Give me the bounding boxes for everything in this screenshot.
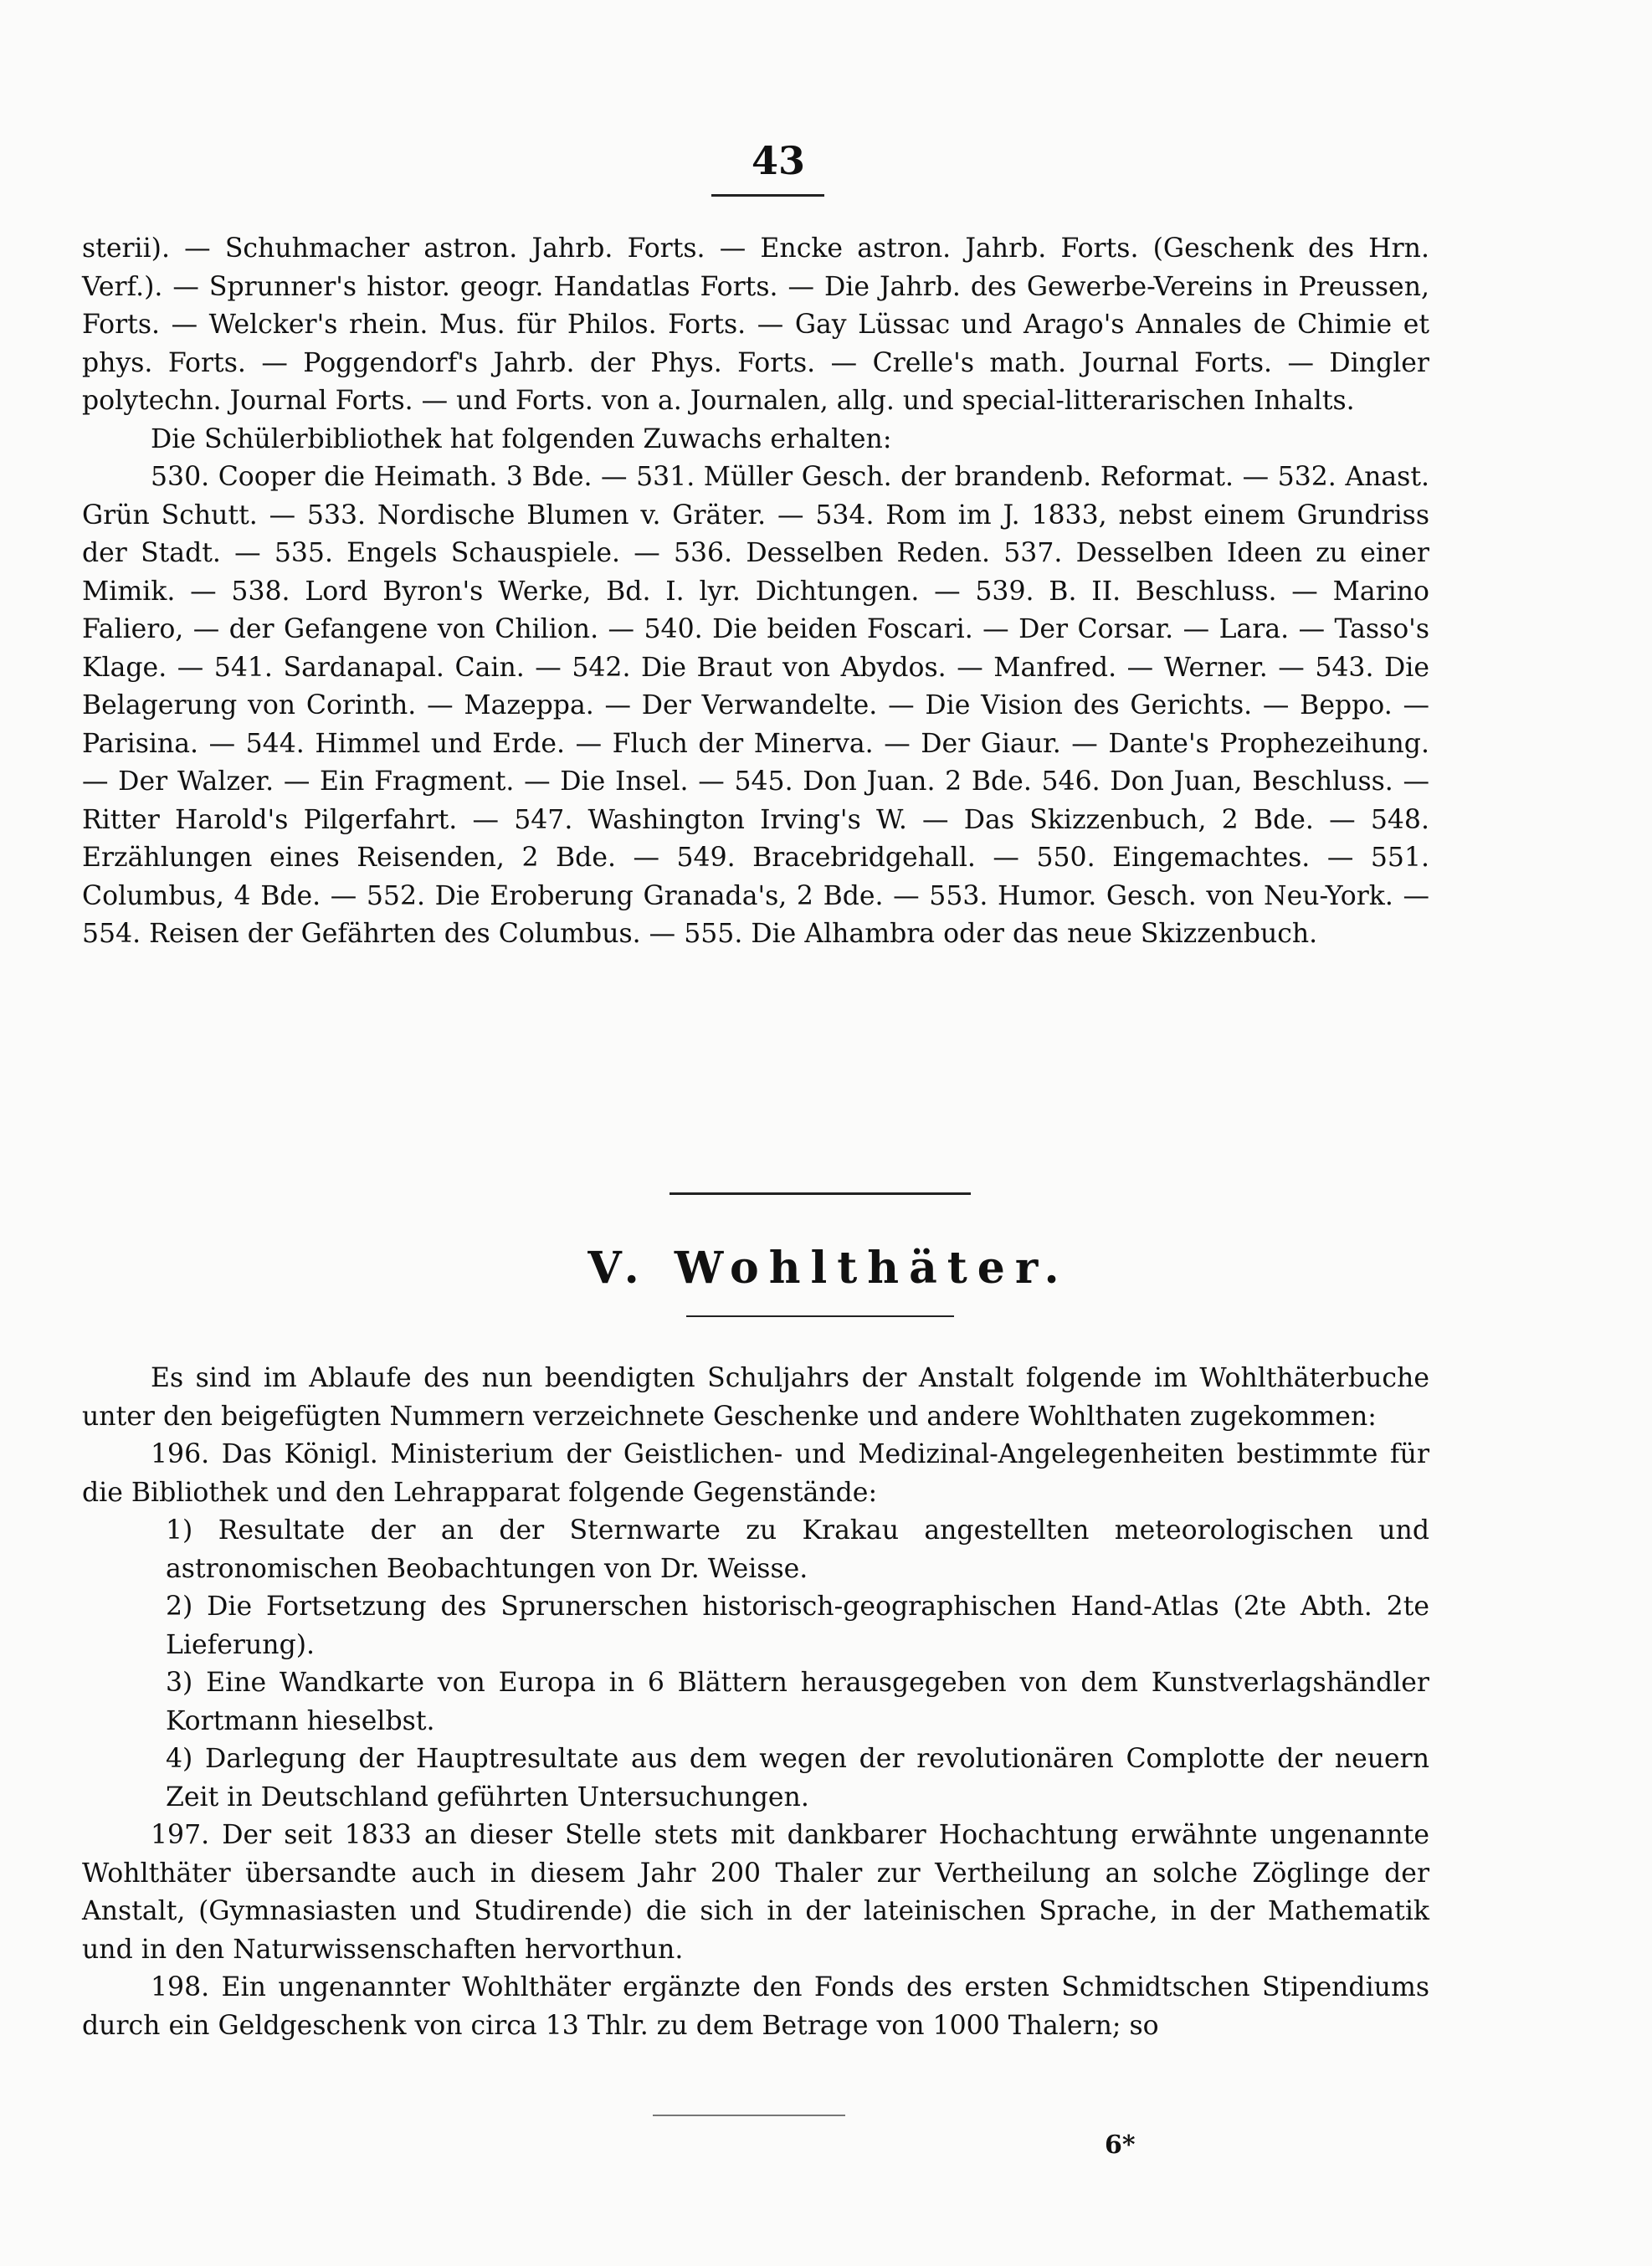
entry-196-list-item: 2) Die Fortsetzung des Sprunerschen historisch-geographischen Hand-Atlas (2te Abth. 2te Lieferung).: [166, 1592, 1429, 1660]
journal-continuation-paragraph: sterii). — Schuhmacher astron. Jahrb. Forts. — Encke astron. Jahrb. Forts. (Geschenk des Hrn. Verf.). — Sprunner's histor. geogr. Handatlas Forts. — Die Jahrb. des Gewerbe-Vereins in Preussen, Forts. — Welcker's rhein. Mus. für Philos. Forts. — Gay Lüssac und Arago's Annales de Chimie et phys. Forts. — Poggendorf's Jahrb. der Phys. Forts. — Crelle's math. Journal Forts. — Dingler polytechn. Journal Forts. — und Forts. von a. Journalen, allg. und special-litterarischen Inhalts.: [82, 233, 1429, 416]
section-divider-bottom: [686, 1315, 954, 1317]
page-number-rule: [711, 194, 824, 197]
benefactors-intro: Es sind im Ablaufe des nun beendigten Schuljahrs der Anstalt folgende im Wohlthäterbuche unter den beigefügten Nummern verzeichnete Geschenke und andere Wohlthaten zugekommen:: [82, 1363, 1429, 1432]
student-library-intro: Die Schülerbibliothek hat folgenden Zuwachs erhalten:: [151, 423, 892, 454]
entry-196-list-item: 4) Darlegung der Hauptresultate aus dem wegen der revolutionären Complotte der neuern Zeit in Deutschland geführten Untersuchungen.: [166, 1744, 1429, 1812]
entry-196-list-item: 1) Resultate der an der Sternwarte zu Krakau angestellten meteorologischen und astronomischen Beobachtungen von Dr. Weisse.: [166, 1515, 1429, 1584]
entry-196: 196. Das Königl. Ministerium der Geistlichen- und Medizinal-Angelegenheiten bestimmte für die Bibliothek und den Lehrapparat folgende Gegenstände:: [82, 1439, 1429, 1508]
student-library-list: 530. Cooper die Heimath. 3 Bde. — 531. Müller Gesch. der brandenb. Reformat. — 532. Anast. Grün Schutt. — 533. Nordische Blumen v. Gräter. — 534. Rom im J. 1833, nebst einem Grundriss der Stadt. — 535. Engels Schauspiele. — 536. Desselben Reden. 537. Desselben Ideen zu einer Mimik. — 538. Lord Byron's Werke, Bd. I. lyr. Dichtungen. — 539. B. II. Beschluss. — Marino Faliero, — der Gefangene von Chilion. — 540. Die beiden Foscari. — Der Corsar. — Lara. — Tasso's Klage. — 541. Sardanapal. Cain. — 542. Die Braut von Abydos. — Manfred. — Werner. — 543. Die Belagerung von Corinth. — Mazeppa. — Der Verwandelte. — Die Vision des Gerichts. — Beppo. — Parisina. — 544. Himmel und Erde. — Fluch der Minerva. — Der Giaur. — Dante's Prophezeihung. — Der Walzer. — Ein Fragment. — Die Insel. — 545. Don Juan. 2 Bde. 546. Don Juan, Beschluss. — Ritter Harold's Pilgerfahrt. — 547. Washington Irving's W. — Das Skizzenbuch, 2 Bde. — 548. Erzählungen eines Reisenden, 2 Bde. — 549. Bracebridgehall. — 550. Eingemachtes. — 551. Columbus, 4 Bde. — 552. Die Eroberung Granada's, 2 Bde. — 553. Humor. Gesch. von Neu-York. — 554. Reisen der Gefährten des Columbus. — 555. Die Alhambra oder das neue Skizzenbuch.: [82, 462, 1429, 949]
section-heading: V. Wohlthäter.: [587, 1243, 1070, 1294]
entry-197: 197. Der seit 1833 an dieser Stelle stets mit dankbarer Hochachtung erwähnte ungenannte Wohlthäter übersandte auch in diesem Jahr 200 Thaler zur Vertheilung an solche Zöglinge der Anstalt, (Gymnasiasten und Studirende) die sich in der lateinischen Sprache, in der Mathematik und in den Naturwissenschaften hervorthun.: [82, 1820, 1429, 1965]
page-number: 43: [751, 138, 805, 183]
footer-rule: [653, 2115, 845, 2116]
section-divider-top: [670, 1192, 971, 1195]
printer-signature: 6*: [1105, 2130, 1136, 2160]
top-text-block: [82, 230, 1429, 954]
entry-198: 198. Ein ungenannter Wohlthäter ergänzte den Fonds des ersten Schmidtschen Stipendiums durch ein Geldgeschenk von circa 13 Thlr. zu dem Betrage von 1000 Thalern; so: [82, 1972, 1429, 2041]
benefactors-text-block: [82, 1360, 1429, 2045]
entry-196-list-item: 3) Eine Wandkarte von Europa in 6 Blättern herausgegeben von dem Kunstverlagshändler Kortmann hieselbst.: [166, 1668, 1429, 1736]
